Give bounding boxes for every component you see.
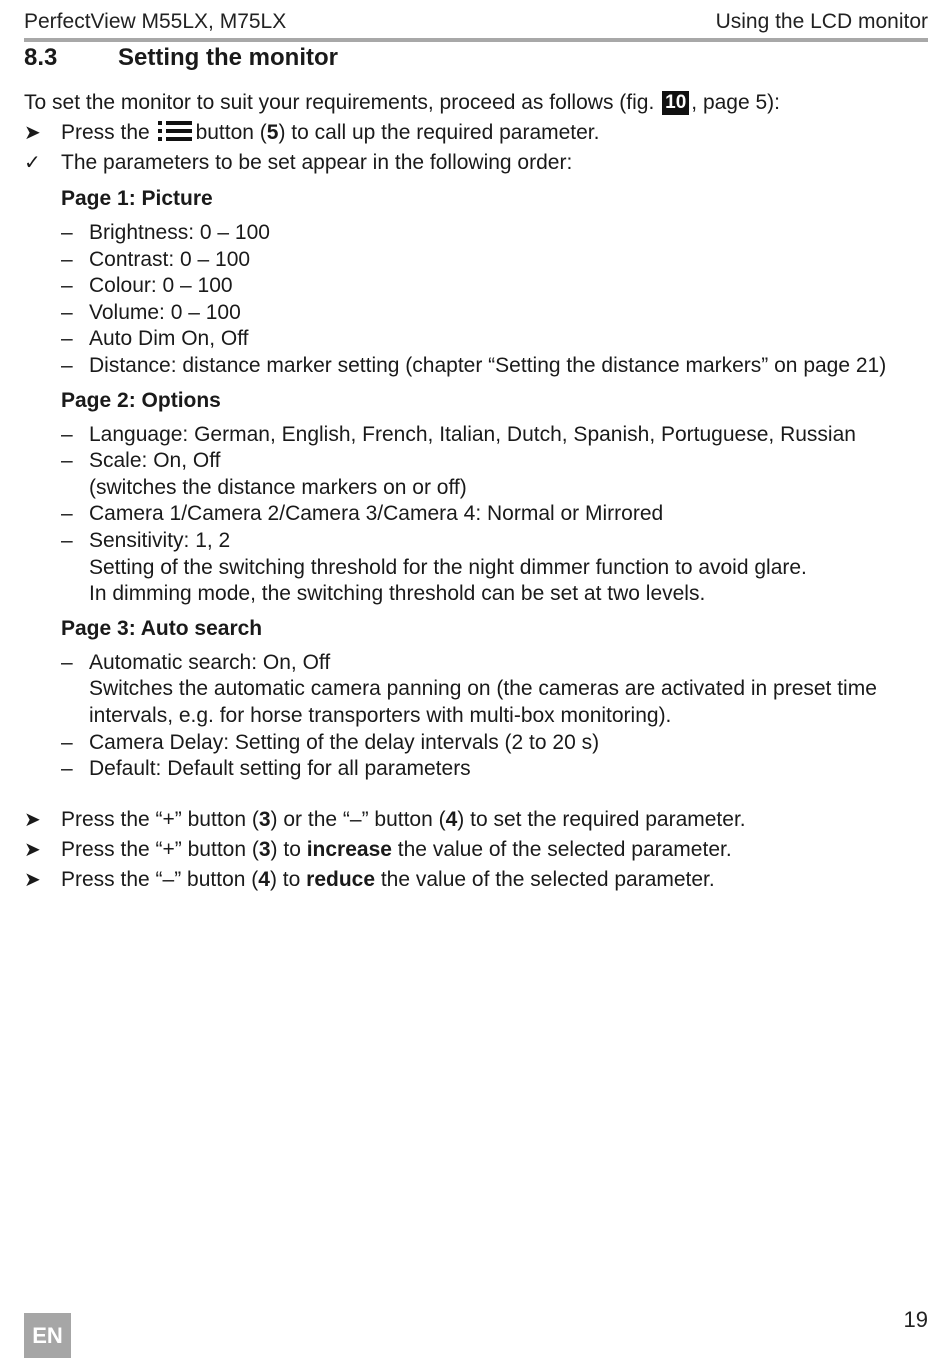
parameter-text: Distance: distance marker setting (chapter “Setting the distance markers” on page 21)	[89, 353, 887, 377]
parameter-list	[61, 220, 924, 380]
parameter-item	[61, 650, 924, 730]
page-content	[24, 88, 924, 895]
parameter-text: Camera Delay: Setting of the delay intervals (2 to 20 s)	[89, 730, 600, 754]
parameter-item	[61, 756, 924, 783]
parameter-description: Setting of the switching threshold for the night dimmer function to avoid glare.	[89, 555, 807, 579]
emphasis-text: 4	[258, 867, 270, 891]
parameter-description: In dimming mode, the switching threshold can be set at two levels.	[89, 582, 706, 606]
parameter-item	[61, 326, 924, 353]
parameter-text: Colour: 0 – 100	[89, 274, 233, 298]
parameter-page-heading: Page 3: Auto search	[61, 616, 263, 640]
header-product-name: PerfectView M55LX, M75LX	[24, 10, 287, 33]
menu-list-icon	[158, 120, 192, 142]
intro-paragraph	[24, 88, 924, 118]
parameter-text: Language: German, English, French, Italian, Dutch, Spanish, Portuguese, Russian	[89, 422, 856, 446]
section-number: 8.3	[24, 44, 58, 71]
parameter-item	[61, 730, 924, 757]
parameter-item	[61, 247, 924, 274]
adjust-steps	[24, 805, 924, 895]
page-number: 19	[903, 1307, 928, 1332]
parameter-text: Automatic search: On, Off	[89, 650, 331, 674]
instruction-step	[24, 805, 924, 835]
section-heading	[24, 42, 338, 74]
parameter-text: Volume: 0 – 100	[89, 300, 241, 324]
step-text: Press the “–” button (	[61, 867, 259, 891]
step-text: Press the “+” button (	[61, 807, 259, 831]
parameter-page-heading: Page 2: Options	[61, 388, 221, 412]
result-line	[24, 148, 924, 178]
parameter-item	[61, 273, 924, 300]
parameter-text: Sensitivity: 1, 2	[89, 528, 231, 552]
parameter-item	[61, 448, 924, 501]
section-title: Setting the monitor	[118, 44, 338, 71]
intro-text-end: , page 5):	[691, 91, 781, 114]
step-text: ) to set the required parameter.	[457, 807, 746, 831]
parameter-page-heading: Page 1: Picture	[61, 187, 213, 210]
page-header	[24, 6, 928, 42]
parameter-item	[61, 501, 924, 528]
parameter-description: (switches the distance markers on or off)	[89, 475, 467, 499]
intro-text: To set the monitor to suit your requirements, proceed as follows (fig.	[24, 91, 655, 114]
step-text: ) to	[270, 837, 307, 861]
step-text-end: ) to call up the required parameter.	[278, 121, 600, 144]
parameter-list	[61, 650, 924, 783]
arrow-bullet-icon: ➤	[24, 808, 41, 831]
arrow-bullet-icon: ➤	[24, 868, 41, 891]
step-text: ) or the “–” button (	[270, 807, 446, 831]
step-text: the value of the selected parameter.	[391, 837, 732, 861]
parameter-item	[61, 300, 924, 327]
emphasis-text: 3	[258, 807, 271, 831]
step-text-mid: button (	[195, 121, 267, 144]
parameter-list	[61, 422, 924, 608]
language-badge: EN	[24, 1313, 71, 1358]
figure-reference: 10	[662, 91, 689, 115]
emphasis-text: 3	[258, 837, 271, 861]
step-text: Press the	[61, 121, 150, 144]
arrow-bullet-icon: ➤	[24, 838, 41, 861]
instruction-step	[24, 865, 924, 895]
step-text: ) to	[269, 867, 307, 891]
parameter-text: Brightness: 0 – 100	[89, 221, 270, 244]
parameter-pages	[24, 184, 924, 783]
parameter-description: Switches the automatic camera panning on (the cameras are activated in preset time intervals, e.g. for horse transporters with multi-box monitoring).	[89, 677, 877, 727]
emphasis-text: 4	[445, 807, 458, 831]
parameter-item	[61, 528, 924, 608]
parameter-text: Camera 1/Camera 2/Camera 3/Camera 4: Normal or Mirrored	[89, 502, 664, 526]
parameter-item	[61, 353, 924, 380]
arrow-bullet-icon: ➤	[24, 122, 41, 144]
step-text: Press the “+” button (	[61, 837, 259, 861]
instruction-step	[24, 835, 924, 865]
parameter-item	[61, 220, 924, 247]
result-text: The parameters to be set appear in the following order:	[61, 151, 573, 174]
instruction-step	[24, 118, 924, 148]
emphasis-text: reduce	[306, 867, 376, 891]
parameter-text: Scale: On, Off	[89, 449, 221, 473]
parameter-text: Contrast: 0 – 100	[89, 247, 251, 271]
parameter-item	[61, 422, 924, 449]
step-button-number: 5	[266, 121, 279, 144]
header-chapter-title: Using the LCD monitor	[715, 10, 928, 33]
checkmark-icon: ✓	[24, 152, 41, 174]
step-text: the value of the selected parameter.	[375, 867, 715, 891]
parameter-text: Default: Default setting for all parameters	[89, 757, 471, 781]
emphasis-text: increase	[306, 837, 392, 861]
parameter-text: Auto Dim On, Off	[89, 327, 249, 351]
